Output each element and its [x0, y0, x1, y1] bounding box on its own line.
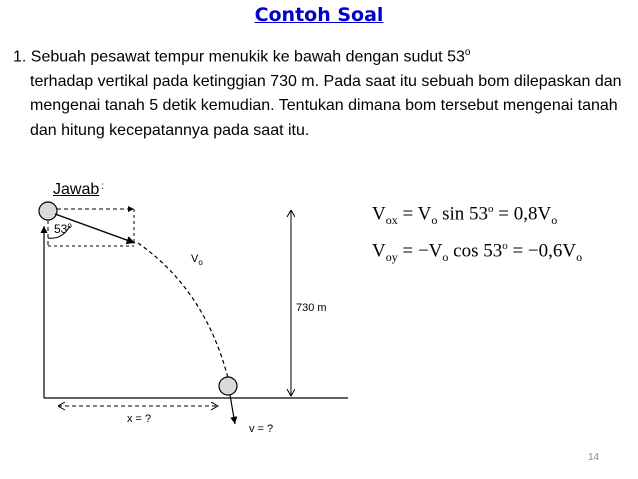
equation-voy: $V_{oy} = -V_o$ $\cos 53^o = -0,6V_o$	[372, 240, 583, 265]
bomb-ball-icon	[219, 377, 237, 395]
angle-label: 53$^o$	[54, 221, 72, 236]
answer-label: Jawab	[53, 181, 100, 198]
answer-colon: :	[101, 181, 105, 192]
x-label: x = ?	[127, 413, 152, 425]
final-velocity-arrow	[230, 395, 235, 424]
problem-continuation: terhadap vertikal pada ketinggian 730 m. Pada saat itu sebuah bom dilepaskan dan mengenai tanah 5 detik kemudian. Tentukan dimana bom tersebut mengenai tanah dan hitung kecepatannya pada saat itu.	[30, 72, 622, 139]
velocity-label: $V_o$	[191, 253, 203, 268]
degree-superscript: o	[464, 47, 471, 58]
v-label: v = ?	[249, 423, 274, 435]
equation-vox: $V_{ox} = V_o$ $\sin 53^o = 0,8V_o$	[372, 203, 558, 228]
height-label: 730 m	[296, 302, 327, 314]
trajectory-curve	[138, 243, 228, 378]
plane-ball-icon	[39, 202, 57, 220]
problem-line-1: 1. Sebuah pesawat tempur menukik ke bawah dengan sudut 53	[13, 48, 465, 66]
page-number: 14	[588, 452, 600, 463]
slide-title: Contoh Soal	[254, 4, 384, 26]
